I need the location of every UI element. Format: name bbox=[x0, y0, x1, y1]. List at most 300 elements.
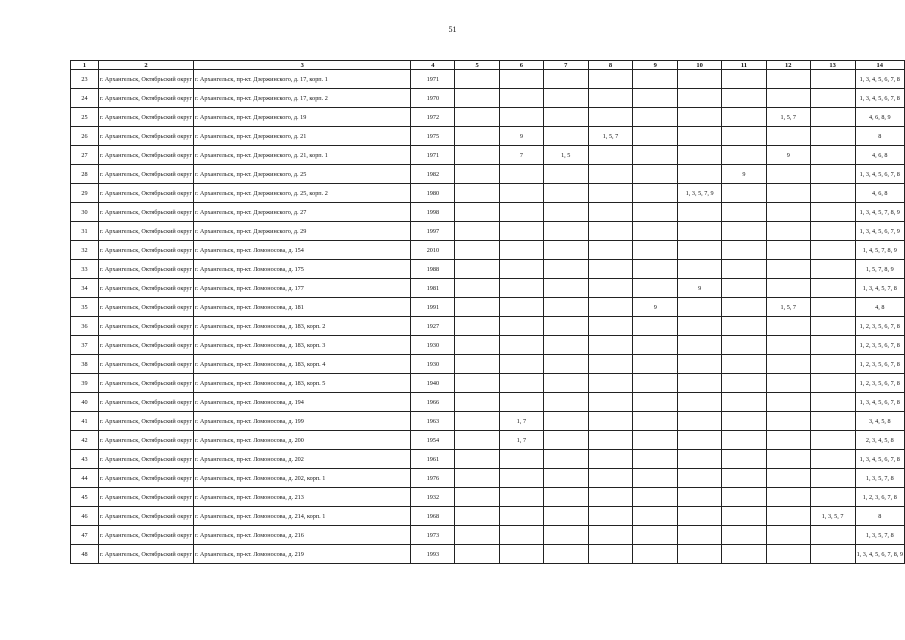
table-cell-col-8 bbox=[588, 70, 633, 89]
table-cell-col-7 bbox=[543, 317, 588, 336]
table-cell-col-13 bbox=[810, 241, 855, 260]
table-cell-col-2: г. Архангельск, Октябрьский округ bbox=[98, 165, 193, 184]
table-cell-col-13 bbox=[810, 203, 855, 222]
table-cell-col-11 bbox=[722, 431, 767, 450]
table-cell-col-5 bbox=[455, 431, 500, 450]
table-cell-col-9 bbox=[633, 70, 678, 89]
table-cell-col-7 bbox=[543, 260, 588, 279]
table-cell-col-12 bbox=[766, 469, 810, 488]
table-cell-col-3: г. Архангельск, пр-кт. Дзержинского, д. 21 bbox=[194, 127, 411, 146]
table-cell-col-6 bbox=[500, 450, 544, 469]
table-cell-col-9 bbox=[633, 108, 678, 127]
table-cell-col-7 bbox=[543, 507, 588, 526]
table-cell-col-8 bbox=[588, 488, 633, 507]
table-cell-col-7 bbox=[543, 412, 588, 431]
table-cell-col-7 bbox=[543, 488, 588, 507]
table-cell-col-3: г. Архангельск, пр-кт. Дзержинского, д. 17, корп. 1 bbox=[194, 70, 411, 89]
table-cell-col-11 bbox=[722, 298, 767, 317]
table-cell-col-1: 43 bbox=[71, 450, 99, 469]
table-cell-col-12 bbox=[766, 317, 810, 336]
table-cell-col-14: 2, 3, 4, 5, 8 bbox=[855, 431, 904, 450]
table-cell-col-5 bbox=[455, 526, 500, 545]
table-cell-col-2: г. Архангельск, Октябрьский округ bbox=[98, 241, 193, 260]
table-cell-col-14: 1, 5, 7, 8, 9 bbox=[855, 260, 904, 279]
table-cell-col-5 bbox=[455, 469, 500, 488]
table-row bbox=[71, 260, 905, 279]
table-cell-col-3: г. Архангельск, пр-кт. Дзержинского, д. 21, корп. 1 bbox=[194, 146, 411, 165]
table-cell-col-11 bbox=[722, 412, 767, 431]
table-cell-col-10 bbox=[678, 203, 722, 222]
table-cell-col-3: г. Архангельск, пр-кт. Ломоносова, д. 181 bbox=[194, 298, 411, 317]
table-cell-col-4: 1971 bbox=[411, 146, 455, 165]
table-cell-col-12 bbox=[766, 89, 810, 108]
table-cell-col-5 bbox=[455, 507, 500, 526]
table-cell-col-9 bbox=[633, 260, 678, 279]
table-cell-col-13 bbox=[810, 165, 855, 184]
table-cell-col-6 bbox=[500, 222, 544, 241]
table-cell-col-4: 1968 bbox=[411, 507, 455, 526]
table-cell-col-8 bbox=[588, 89, 633, 108]
table-cell-col-5 bbox=[455, 412, 500, 431]
table-cell-col-7 bbox=[543, 431, 588, 450]
table-cell-col-12: 1, 5, 7 bbox=[766, 108, 810, 127]
table-cell-col-8 bbox=[588, 108, 633, 127]
table-cell-col-7 bbox=[543, 469, 588, 488]
table-row bbox=[71, 165, 905, 184]
table-cell-col-3: г. Архангельск, пр-кт. Ломоносова, д. 219 bbox=[194, 545, 411, 564]
table-cell-col-14: 1, 3, 4, 5, 6, 7, 8 bbox=[855, 70, 904, 89]
table-cell-col-13 bbox=[810, 146, 855, 165]
table-cell-col-5 bbox=[455, 298, 500, 317]
table-cell-col-6: 1, 7 bbox=[500, 431, 544, 450]
table-row bbox=[71, 393, 905, 412]
table-cell-col-3: г. Архангельск, пр-кт. Ломоносова, д. 175 bbox=[194, 260, 411, 279]
table-cell-col-2: г. Архангельск, Октябрьский округ bbox=[98, 146, 193, 165]
table-cell-col-1: 29 bbox=[71, 184, 99, 203]
table-cell-col-10 bbox=[678, 431, 722, 450]
table-cell-col-11 bbox=[722, 184, 767, 203]
table-cell-col-5 bbox=[455, 450, 500, 469]
column-header-1: 1 bbox=[71, 61, 99, 70]
table-cell-col-12 bbox=[766, 412, 810, 431]
table-cell-col-5 bbox=[455, 222, 500, 241]
column-header-8: 8 bbox=[588, 61, 633, 70]
table-cell-col-7 bbox=[543, 298, 588, 317]
table-cell-col-10 bbox=[678, 507, 722, 526]
table-cell-col-5 bbox=[455, 488, 500, 507]
table-cell-col-3: г. Архангельск, пр-кт. Ломоносова, д. 200 bbox=[194, 431, 411, 450]
table-cell-col-11 bbox=[722, 108, 767, 127]
table-cell-col-9 bbox=[633, 526, 678, 545]
table-cell-col-2: г. Архангельск, Октябрьский округ bbox=[98, 393, 193, 412]
table-cell-col-14: 4, 6, 8, 9 bbox=[855, 108, 904, 127]
table-cell-col-9 bbox=[633, 127, 678, 146]
table-cell-col-3: г. Архангельск, пр-кт. Ломоносова, д. 213 bbox=[194, 488, 411, 507]
table-cell-col-9 bbox=[633, 279, 678, 298]
table-cell-col-3: г. Архангельск, пр-кт. Дзержинского, д. 19 bbox=[194, 108, 411, 127]
table-row bbox=[71, 89, 905, 108]
table-cell-col-7 bbox=[543, 374, 588, 393]
table-cell-col-6 bbox=[500, 545, 544, 564]
table-cell-col-11 bbox=[722, 374, 767, 393]
table-cell-col-7 bbox=[543, 165, 588, 184]
table-cell-col-5 bbox=[455, 108, 500, 127]
table-cell-col-8 bbox=[588, 393, 633, 412]
table-cell-col-6 bbox=[500, 336, 544, 355]
table-cell-col-5 bbox=[455, 317, 500, 336]
table-cell-col-12: 9 bbox=[766, 146, 810, 165]
table-cell-col-13 bbox=[810, 374, 855, 393]
table-cell-col-7 bbox=[543, 241, 588, 260]
table-cell-col-9 bbox=[633, 431, 678, 450]
table-cell-col-13 bbox=[810, 317, 855, 336]
table-cell-col-6 bbox=[500, 488, 544, 507]
table-cell-col-13 bbox=[810, 412, 855, 431]
table-cell-col-14: 1, 3, 4, 5, 6, 7, 8, 9 bbox=[855, 545, 904, 564]
table-row bbox=[71, 488, 905, 507]
table-cell-col-12 bbox=[766, 488, 810, 507]
table-cell-col-9 bbox=[633, 89, 678, 108]
table-cell-col-2: г. Архангельск, Октябрьский округ bbox=[98, 526, 193, 545]
table-cell-col-14: 1, 2, 3, 5, 6, 7, 8 bbox=[855, 336, 904, 355]
table-cell-col-12 bbox=[766, 222, 810, 241]
table-cell-col-9 bbox=[633, 488, 678, 507]
table-cell-col-8 bbox=[588, 222, 633, 241]
table-cell-col-11 bbox=[722, 488, 767, 507]
table-cell-col-13 bbox=[810, 298, 855, 317]
table-cell-col-1: 44 bbox=[71, 469, 99, 488]
table-cell-col-7 bbox=[543, 127, 588, 146]
table-cell-col-12 bbox=[766, 507, 810, 526]
table-cell-col-10 bbox=[678, 412, 722, 431]
table-cell-col-1: 27 bbox=[71, 146, 99, 165]
table-cell-col-9 bbox=[633, 469, 678, 488]
table-cell-col-10 bbox=[678, 89, 722, 108]
table-cell-col-14: 1, 2, 3, 5, 6, 7, 8 bbox=[855, 374, 904, 393]
table-cell-col-13 bbox=[810, 393, 855, 412]
table-cell-col-10 bbox=[678, 393, 722, 412]
table-cell-col-7 bbox=[543, 203, 588, 222]
table-cell-col-13 bbox=[810, 89, 855, 108]
table-cell-col-14: 1, 3, 4, 5, 6, 7, 8 bbox=[855, 450, 904, 469]
table-cell-col-14: 1, 3, 5, 7, 8 bbox=[855, 526, 904, 545]
table-cell-col-12 bbox=[766, 184, 810, 203]
table-cell-col-10 bbox=[678, 260, 722, 279]
column-header-10: 10 bbox=[678, 61, 722, 70]
table-cell-col-14: 1, 2, 3, 6, 7, 8 bbox=[855, 488, 904, 507]
table-cell-col-2: г. Архангельск, Октябрьский округ bbox=[98, 507, 193, 526]
table-cell-col-9 bbox=[633, 507, 678, 526]
table-cell-col-1: 30 bbox=[71, 203, 99, 222]
table-cell-col-4: 1997 bbox=[411, 222, 455, 241]
table-cell-col-13: 1, 3, 5, 7 bbox=[810, 507, 855, 526]
table-cell-col-13 bbox=[810, 184, 855, 203]
table-cell-col-10 bbox=[678, 108, 722, 127]
table-cell-col-6 bbox=[500, 89, 544, 108]
table-row bbox=[71, 469, 905, 488]
table-cell-col-9 bbox=[633, 374, 678, 393]
table-cell-col-9 bbox=[633, 146, 678, 165]
table-body bbox=[71, 70, 905, 564]
table-cell-col-5 bbox=[455, 260, 500, 279]
table-cell-col-4: 1932 bbox=[411, 488, 455, 507]
table-cell-col-5 bbox=[455, 241, 500, 260]
table-cell-col-6 bbox=[500, 374, 544, 393]
table-cell-col-8 bbox=[588, 165, 633, 184]
table-cell-col-8 bbox=[588, 317, 633, 336]
table-cell-col-14: 8 bbox=[855, 507, 904, 526]
table-row bbox=[71, 127, 905, 146]
table-cell-col-9: 9 bbox=[633, 298, 678, 317]
table-cell-col-4: 1963 bbox=[411, 412, 455, 431]
table-row bbox=[71, 146, 905, 165]
table-row bbox=[71, 184, 905, 203]
table-cell-col-5 bbox=[455, 374, 500, 393]
table-cell-col-1: 24 bbox=[71, 89, 99, 108]
table-cell-col-2: г. Архангельск, Октябрьский округ bbox=[98, 222, 193, 241]
table-row bbox=[71, 317, 905, 336]
table-cell-col-10 bbox=[678, 146, 722, 165]
table-cell-col-2: г. Архангельск, Октябрьский округ bbox=[98, 70, 193, 89]
table-cell-col-10 bbox=[678, 374, 722, 393]
table-cell-col-4: 1961 bbox=[411, 450, 455, 469]
table-cell-col-1: 40 bbox=[71, 393, 99, 412]
table-cell-col-4: 1940 bbox=[411, 374, 455, 393]
column-header-5: 5 bbox=[455, 61, 500, 70]
table-cell-col-14: 1, 3, 4, 5, 6, 7, 8 bbox=[855, 89, 904, 108]
table-cell-col-5 bbox=[455, 127, 500, 146]
table-cell-col-12 bbox=[766, 393, 810, 412]
table-cell-col-13 bbox=[810, 222, 855, 241]
table-cell-col-8 bbox=[588, 146, 633, 165]
table-cell-col-8 bbox=[588, 431, 633, 450]
table-cell-col-10 bbox=[678, 241, 722, 260]
table-row bbox=[71, 412, 905, 431]
table-cell-col-1: 25 bbox=[71, 108, 99, 127]
table-cell-col-1: 38 bbox=[71, 355, 99, 374]
table-cell-col-6 bbox=[500, 355, 544, 374]
table-cell-col-11: 9 bbox=[722, 165, 767, 184]
table-cell-col-3: г. Архангельск, пр-кт. Дзержинского, д. 17, корп. 2 bbox=[194, 89, 411, 108]
column-header-6: 6 bbox=[500, 61, 544, 70]
table-cell-col-2: г. Архангельск, Октябрьский округ bbox=[98, 279, 193, 298]
table-cell-col-10 bbox=[678, 469, 722, 488]
table-cell-col-4: 1930 bbox=[411, 336, 455, 355]
table-cell-col-12 bbox=[766, 127, 810, 146]
table-row bbox=[71, 507, 905, 526]
table-cell-col-9 bbox=[633, 317, 678, 336]
table-row bbox=[71, 298, 905, 317]
table-cell-col-2: г. Архангельск, Октябрьский округ bbox=[98, 431, 193, 450]
table-cell-col-12 bbox=[766, 431, 810, 450]
table-cell-col-9 bbox=[633, 203, 678, 222]
table-cell-col-10 bbox=[678, 70, 722, 89]
table-cell-col-8 bbox=[588, 450, 633, 469]
table-header-row bbox=[71, 61, 905, 70]
table-cell-col-3: г. Архангельск, пр-кт. Ломоносова, д. 177 bbox=[194, 279, 411, 298]
column-header-11: 11 bbox=[722, 61, 767, 70]
table-cell-col-8 bbox=[588, 526, 633, 545]
table-cell-col-6 bbox=[500, 507, 544, 526]
table-cell-col-6 bbox=[500, 469, 544, 488]
table-cell-col-5 bbox=[455, 355, 500, 374]
table-cell-col-12 bbox=[766, 279, 810, 298]
table-cell-col-10 bbox=[678, 526, 722, 545]
table-cell-col-3: г. Архангельск, пр-кт. Ломоносова, д. 154 bbox=[194, 241, 411, 260]
table-cell-col-6: 9 bbox=[500, 127, 544, 146]
table-cell-col-3: г. Архангельск, пр-кт. Ломоносова, д. 183, корп. 3 bbox=[194, 336, 411, 355]
table-cell-col-12 bbox=[766, 260, 810, 279]
table-cell-col-6 bbox=[500, 203, 544, 222]
table-cell-col-2: г. Архангельск, Октябрьский округ bbox=[98, 260, 193, 279]
table-cell-col-12 bbox=[766, 203, 810, 222]
table-cell-col-2: г. Архангельск, Октябрьский округ bbox=[98, 374, 193, 393]
table-cell-col-13 bbox=[810, 355, 855, 374]
table-cell-col-1: 37 bbox=[71, 336, 99, 355]
table-cell-col-11 bbox=[722, 241, 767, 260]
table-cell-col-3: г. Архангельск, пр-кт. Ломоносова, д. 216 bbox=[194, 526, 411, 545]
data-table bbox=[70, 60, 905, 564]
table-cell-col-5 bbox=[455, 165, 500, 184]
table-cell-col-6 bbox=[500, 165, 544, 184]
table-cell-col-9 bbox=[633, 184, 678, 203]
table-cell-col-4: 1993 bbox=[411, 545, 455, 564]
table-cell-col-13 bbox=[810, 336, 855, 355]
table-cell-col-10: 9 bbox=[678, 279, 722, 298]
table-cell-col-9 bbox=[633, 393, 678, 412]
table-cell-col-4: 1954 bbox=[411, 431, 455, 450]
table-cell-col-7 bbox=[543, 336, 588, 355]
table-cell-col-11 bbox=[722, 279, 767, 298]
page-number: 51 bbox=[448, 25, 457, 34]
table-cell-col-12 bbox=[766, 526, 810, 545]
table-cell-col-13 bbox=[810, 545, 855, 564]
table-cell-col-9 bbox=[633, 412, 678, 431]
table-row bbox=[71, 336, 905, 355]
table-cell-col-2: г. Архангельск, Октябрьский округ bbox=[98, 336, 193, 355]
table-cell-col-8 bbox=[588, 298, 633, 317]
table-cell-col-4: 1998 bbox=[411, 203, 455, 222]
table-cell-col-7: 1, 5 bbox=[543, 146, 588, 165]
table-row bbox=[71, 203, 905, 222]
table-row bbox=[71, 355, 905, 374]
table-cell-col-3: г. Архангельск, пр-кт. Дзержинского, д. 29 bbox=[194, 222, 411, 241]
table-cell-col-14: 4, 6, 8 bbox=[855, 184, 904, 203]
table-cell-col-8: 1, 5, 7 bbox=[588, 127, 633, 146]
table-cell-col-1: 26 bbox=[71, 127, 99, 146]
table-cell-col-1: 46 bbox=[71, 507, 99, 526]
table-cell-col-6 bbox=[500, 260, 544, 279]
table-cell-col-10: 1, 3, 5, 7, 9 bbox=[678, 184, 722, 203]
table-cell-col-2: г. Архангельск, Октябрьский округ bbox=[98, 450, 193, 469]
table-cell-col-11 bbox=[722, 355, 767, 374]
table-cell-col-7 bbox=[543, 108, 588, 127]
table-cell-col-11 bbox=[722, 450, 767, 469]
table-cell-col-9 bbox=[633, 355, 678, 374]
table-cell-col-10 bbox=[678, 488, 722, 507]
table-cell-col-1: 33 bbox=[71, 260, 99, 279]
table-cell-col-8 bbox=[588, 260, 633, 279]
table-cell-col-10 bbox=[678, 355, 722, 374]
table-cell-col-9 bbox=[633, 165, 678, 184]
table-cell-col-5 bbox=[455, 70, 500, 89]
table-cell-col-6: 7 bbox=[500, 146, 544, 165]
table-cell-col-2: г. Архангельск, Октябрьский округ bbox=[98, 469, 193, 488]
table-cell-col-14: 1, 2, 3, 5, 6, 7, 8 bbox=[855, 355, 904, 374]
table-cell-col-3: г. Архангельск, пр-кт. Ломоносова, д. 183, корп. 5 bbox=[194, 374, 411, 393]
table-cell-col-1: 31 bbox=[71, 222, 99, 241]
table-cell-col-8 bbox=[588, 545, 633, 564]
table-cell-col-4: 1973 bbox=[411, 526, 455, 545]
table-row bbox=[71, 545, 905, 564]
table-row bbox=[71, 241, 905, 260]
table-cell-col-8 bbox=[588, 355, 633, 374]
table-row bbox=[71, 450, 905, 469]
table-cell-col-5 bbox=[455, 89, 500, 108]
table-cell-col-2: г. Архангельск, Октябрьский округ bbox=[98, 89, 193, 108]
table-cell-col-11 bbox=[722, 507, 767, 526]
table-cell-col-6 bbox=[500, 526, 544, 545]
table-row bbox=[71, 222, 905, 241]
table-cell-col-14: 1, 3, 4, 5, 6, 7, 9 bbox=[855, 222, 904, 241]
table-cell-col-10 bbox=[678, 336, 722, 355]
table-cell-col-12 bbox=[766, 241, 810, 260]
table-cell-col-3: г. Архангельск, пр-кт. Ломоносова, д. 202, корп. 1 bbox=[194, 469, 411, 488]
table-cell-col-1: 47 bbox=[71, 526, 99, 545]
table-cell-col-2: г. Архангельск, Октябрьский округ bbox=[98, 317, 193, 336]
table-cell-col-4: 1975 bbox=[411, 127, 455, 146]
column-header-2: 2 bbox=[98, 61, 193, 70]
table-cell-col-14: 1, 3, 4, 5, 6, 7, 8 bbox=[855, 393, 904, 412]
table-cell-col-7 bbox=[543, 393, 588, 412]
table-cell-col-1: 35 bbox=[71, 298, 99, 317]
table-cell-col-9 bbox=[633, 241, 678, 260]
table-cell-col-2: г. Архангельск, Октябрьский округ bbox=[98, 355, 193, 374]
table-cell-col-2: г. Архангельск, Октябрьский округ bbox=[98, 203, 193, 222]
table-cell-col-6 bbox=[500, 241, 544, 260]
table-cell-col-12: 1, 5, 7 bbox=[766, 298, 810, 317]
table-cell-col-3: г. Архангельск, пр-кт. Ломоносова, д. 199 bbox=[194, 412, 411, 431]
table-cell-col-4: 1927 bbox=[411, 317, 455, 336]
table-cell-col-13 bbox=[810, 70, 855, 89]
table-cell-col-3: г. Архангельск, пр-кт. Ломоносова, д. 183, корп. 2 bbox=[194, 317, 411, 336]
table-cell-col-8 bbox=[588, 412, 633, 431]
table-cell-col-14: 1, 3, 4, 5, 6, 7, 8 bbox=[855, 165, 904, 184]
table-cell-col-11 bbox=[722, 469, 767, 488]
table-cell-col-8 bbox=[588, 203, 633, 222]
table-row bbox=[71, 108, 905, 127]
table-cell-col-6 bbox=[500, 108, 544, 127]
table-cell-col-12 bbox=[766, 450, 810, 469]
table-cell-col-5 bbox=[455, 184, 500, 203]
table-cell-col-2: г. Архангельск, Октябрьский округ bbox=[98, 488, 193, 507]
table-cell-col-13 bbox=[810, 127, 855, 146]
table-cell-col-6 bbox=[500, 393, 544, 412]
table-cell-col-1: 42 bbox=[71, 431, 99, 450]
table-cell-col-13 bbox=[810, 279, 855, 298]
table-cell-col-3: г. Архангельск, пр-кт. Дзержинского, д. 25, корп. 2 bbox=[194, 184, 411, 203]
table-cell-col-9 bbox=[633, 336, 678, 355]
table-cell-col-4: 1976 bbox=[411, 469, 455, 488]
column-header-13: 13 bbox=[810, 61, 855, 70]
table-cell-col-11 bbox=[722, 222, 767, 241]
table-cell-col-3: г. Архангельск, пр-кт. Ломоносова, д. 183, корп. 4 bbox=[194, 355, 411, 374]
table-cell-col-11 bbox=[722, 393, 767, 412]
table-cell-col-9 bbox=[633, 222, 678, 241]
table-cell-col-8 bbox=[588, 241, 633, 260]
table-cell-col-7 bbox=[543, 70, 588, 89]
table-cell-col-5 bbox=[455, 279, 500, 298]
